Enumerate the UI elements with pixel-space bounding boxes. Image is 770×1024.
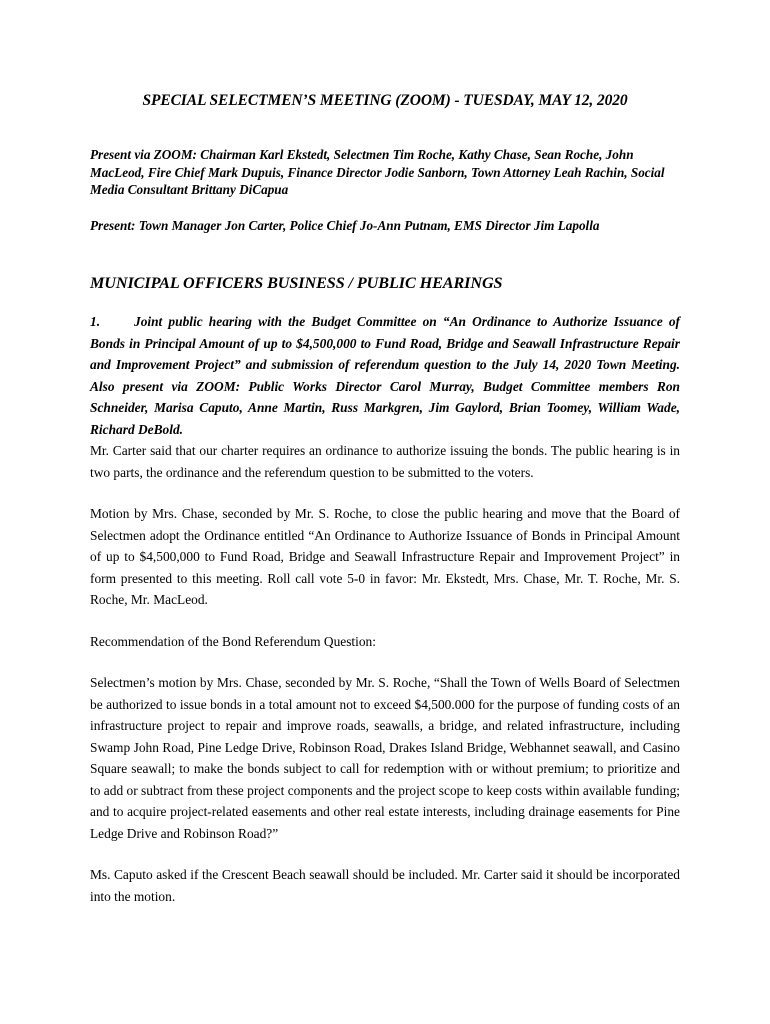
page-title: SPECIAL SELECTMEN’S MEETING (ZOOM) - TUESDAY, MAY 12, 2020 — [142, 92, 628, 109]
agenda-item-number: 1. — [90, 314, 101, 329]
paragraph-referendum-motion: Selectmen’s motion by Mrs. Chase, seconded by Mr. S. Roche, “Shall the Town of Wells Board of Selectmen be authorized to issue bonds in a total amount not to exceed $4,500.000 for the purpose of funding costs of an infrastructure project to repair and improve roads, seawalls, a bridge, and related infrastructure, including Swamp John Road, Pine Ledge Drive, Robinson Road, Drakes Island Bridge, Webhannet seawall, and Casino Square seawall; to make the bonds subject to call for redemption with or without premium; to prioritize and to add or subtract from these project components and the project scope to keep costs within available funding; and to acquire project-related easements and other real estate interests, including drainage easements for Pine Ledge Drive and Robinson Road?” — [90, 675, 680, 841]
paragraph-recommendation: Recommendation of the Bond Referendum Question: — [90, 633, 376, 649]
agenda-item-1 — [90, 311, 680, 440]
paragraph-caputo-question: Ms. Caputo asked if the Crescent Beach seawall should be included. Mr. Carter said it should be incorporated into the motion. — [90, 867, 680, 904]
paragraph-motion-ordinance: Motion by Mrs. Chase, seconded by Mr. S. Roche, to close the public hearing and move that the Board of Selectmen adopt the Ordinance entitled “An Ordinance to Authorize Issuance of Bonds in Principal Amount of up to $4,500,000 to Fund Road, Bridge and Seawall Infrastructure Repair and Improvement Project” in form presented to this meeting. Roll call vote 5-0 in favor: Mr. Ekstedt, Mrs. Chase, Mr. T. Roche, Mr. S. Roche, Mr. MacLeod. — [90, 506, 680, 607]
section-heading: MUNICIPAL OFFICERS BUSINESS / PUBLIC HEARINGS — [90, 274, 503, 292]
attendees-zoom: Present via ZOOM: Chairman Karl Ekstedt, Selectmen Tim Roche, Kathy Chase, Sean Roche, John MacLeod, Fire Chief Mark Dupuis, Finance Director Jodie Sanborn, Town Attorney Leah Rachin, Social Media Consultant Brittany DiCapua — [90, 147, 665, 197]
agenda-item-text: Joint public hearing with the Budget Committee on “An Ordinance to Authorize Issuance of Bonds in Principal Amount of up to $4,500,000 to Fund Road, Bridge and Seawall Infrastructure Repair and Improvement Project” and submission of referendum question to the July 14, 2020 Town Meeting. Also present via ZOOM: Public Works Director Carol Murray, Budget Committee members Ron Schneider, Marisa Caputo, Anne Martin, Russ Markgren, Jim Gaylord, Brian Toomey, William Wade, Richard DeBold. — [90, 314, 680, 437]
document-page — [90, 92, 680, 907]
attendees-in-person: Present: Town Manager Jon Carter, Police Chief Jo-Ann Putnam, EMS Director Jim Lapolla — [90, 217, 600, 233]
paragraph-carter-charter: Mr. Carter said that our charter requires an ordinance to authorize issuing the bonds. The public hearing is in two parts, the ordinance and the referendum question to be submitted to the voters. — [90, 443, 680, 480]
